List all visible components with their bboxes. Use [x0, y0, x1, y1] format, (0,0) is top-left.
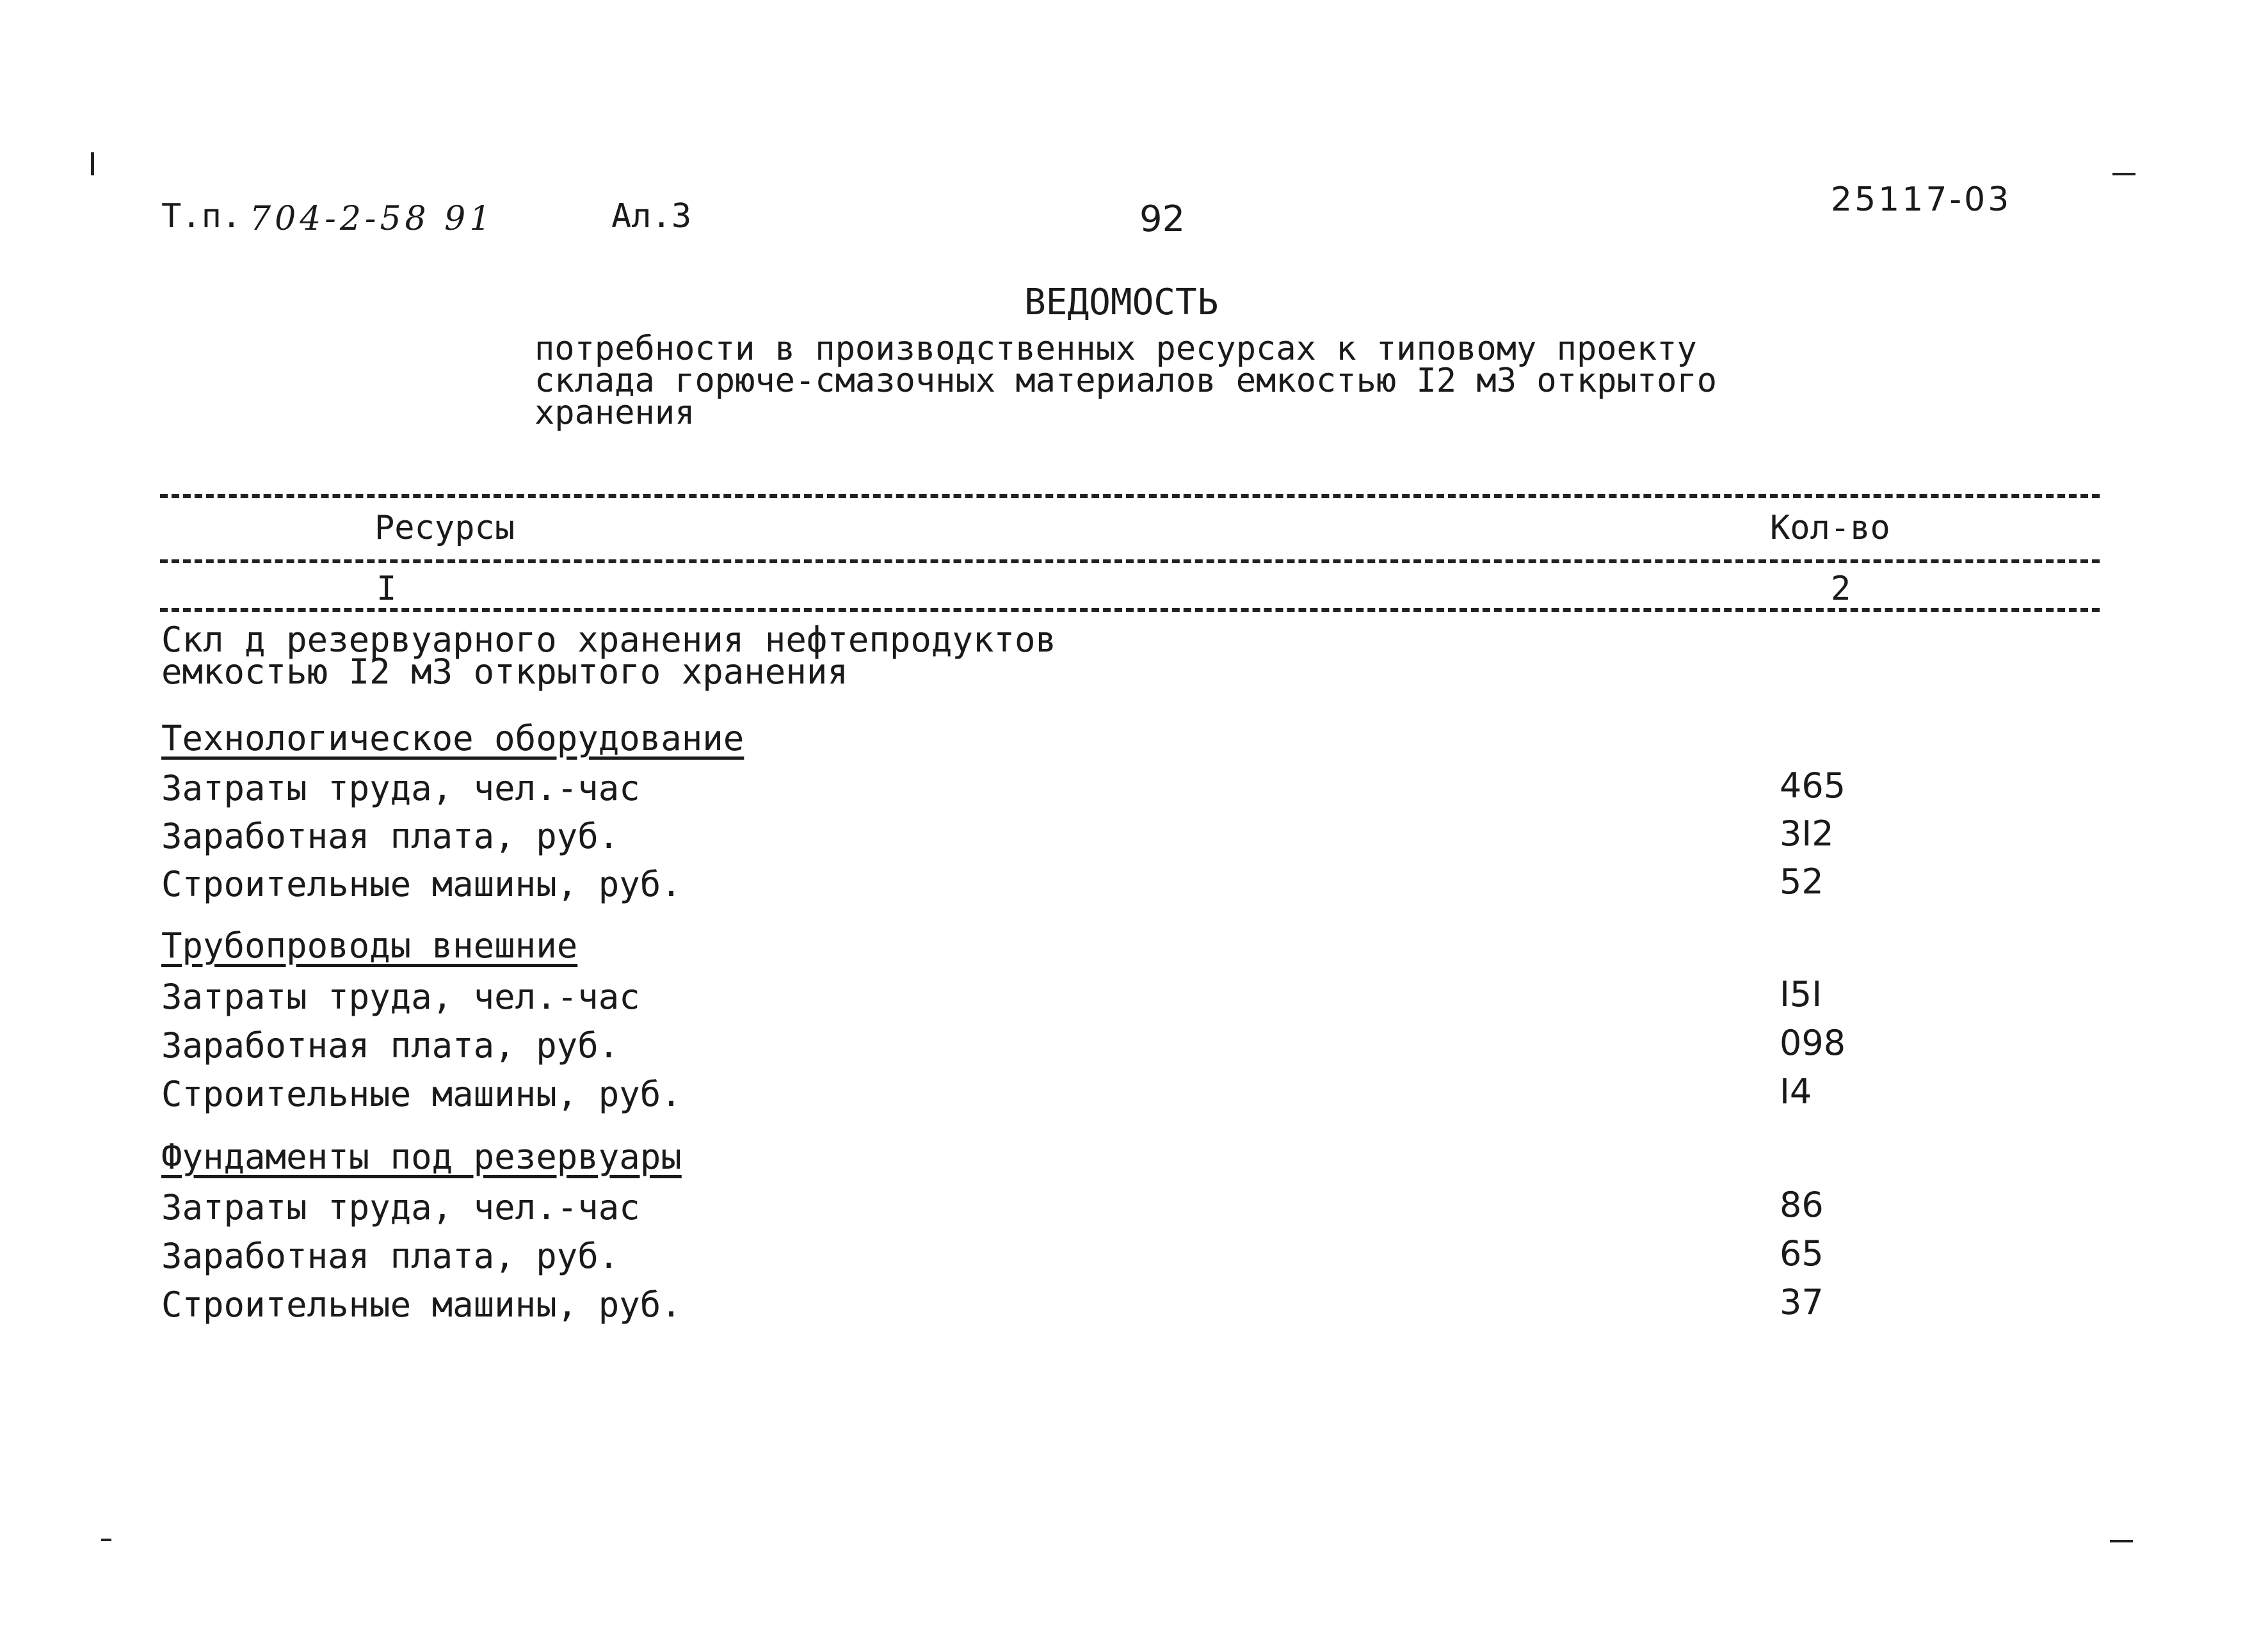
album-label: Ал.3 [611, 197, 692, 236]
table-rule-bottom [160, 608, 2100, 612]
row-value: 65 [1780, 1233, 1824, 1274]
section-title: Фундаменты под резервуары [161, 1137, 682, 1177]
row-value: 37 [1780, 1282, 1824, 1322]
row-label: Затраты труда, чел.-час [161, 768, 640, 808]
row-label: Строительные машины, руб. [161, 1074, 682, 1114]
intro-text: Скл д резервуарного хранения нефтепродуктов емкостью I2 м3 открытого хранения [161, 620, 1056, 692]
row-label: Заработная плата, руб. [161, 1236, 620, 1276]
corner-mark-top-left [91, 152, 94, 175]
row-label: Затраты труда, чел.-час [161, 1187, 640, 1228]
table-rule-top [160, 494, 2100, 498]
row-value: 52 [1780, 861, 1824, 902]
row-label: Строительные машины, руб. [161, 864, 682, 904]
corner-mark-bottom-left [101, 1539, 111, 1541]
row-label: Затраты труда, чел.-час [161, 977, 640, 1017]
corner-mark-top-right [2112, 173, 2135, 175]
row-value: 3I2 [1780, 813, 1834, 854]
row-value: I5I [1780, 974, 1822, 1014]
project-number: 704-2-58 91 [250, 200, 495, 238]
column-header-quantity: Кол-во [1770, 509, 1890, 547]
section-title: Трубопроводы внешние [161, 925, 578, 966]
column-header-resources: Ресурсы [374, 509, 515, 547]
document-title: ВЕДОМОСТЬ [1024, 282, 1219, 323]
document-subtitle: потребности в производственных ресурсах к типовому проекту склада горюче-смазочных материалов емкостью I2 м3 открытого хранения [535, 330, 1717, 432]
page-number: 92 [1139, 198, 1186, 240]
row-value: 465 [1780, 765, 1846, 806]
document-number: 25117-03 [1831, 180, 2012, 219]
column-number-2: 2 [1831, 570, 1851, 608]
section-title: Технологическое оборудование [161, 718, 744, 758]
row-label: Строительные машины, руб. [161, 1285, 682, 1325]
row-label: Заработная плата, руб. [161, 1025, 620, 1066]
row-value: 86 [1780, 1185, 1824, 1225]
table-rule-middle [160, 559, 2100, 563]
row-value: I4 [1780, 1071, 1812, 1112]
row-label: Заработная плата, руб. [161, 816, 620, 856]
column-number-1: I [376, 570, 397, 608]
project-prefix: Т.п. [161, 197, 242, 236]
row-value: 098 [1780, 1023, 1846, 1063]
corner-mark-bottom-right [2110, 1540, 2133, 1542]
